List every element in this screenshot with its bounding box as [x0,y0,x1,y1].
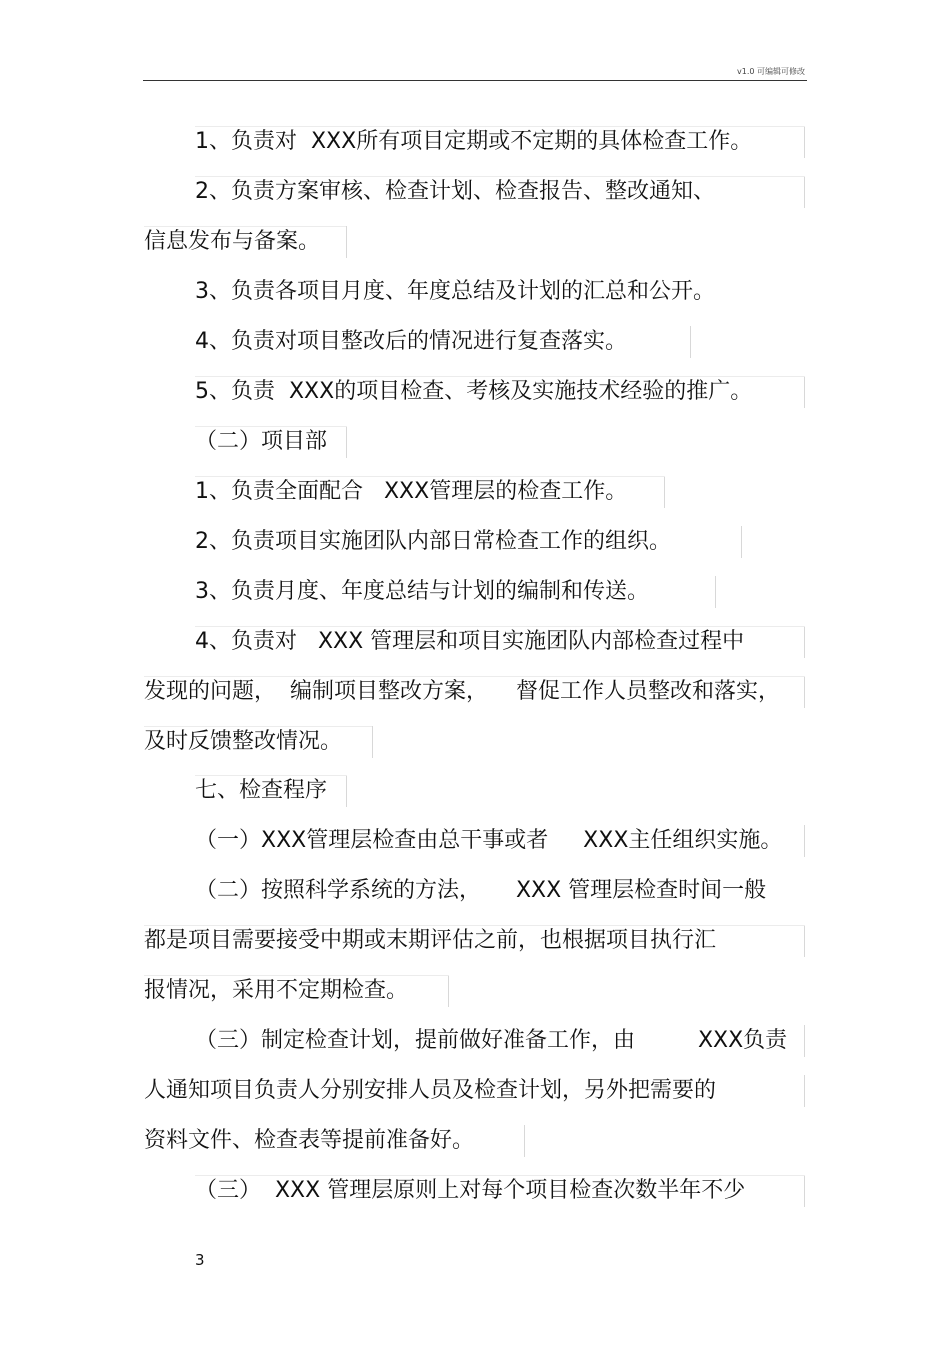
line-top-rule [144,925,805,926]
line-separator [804,925,805,957]
line-top-rule [195,126,805,127]
body-line: （一）XXX管理层检查由总干事或者 XXX主任组织实施。 [195,828,783,853]
body-line: 及时反馈整改情况。 [144,729,343,754]
line-separator [346,226,347,258]
body-line: 3、负责月度、年度总结与计划的编制和传送。 [195,579,649,604]
body-line: 1、负责对 XXX所有项目定期或不定期的具体检查工作。 [195,129,753,154]
line-separator [804,626,805,658]
line-top-rule [144,726,372,727]
line-separator [346,775,347,807]
line-separator [804,825,805,857]
line-separator [741,526,742,558]
line-separator [690,326,691,358]
line-top-rule [195,376,805,377]
line-separator [804,1025,805,1057]
body-line: 5、负责 XXX的项目检查、考核及实施技术经验的推广。 [195,379,753,404]
body-line: 1、负责全面配合 XXX管理层的检查工作。 [195,479,628,504]
line-separator [804,176,805,208]
line-separator [804,1175,805,1207]
line-top-rule [144,226,346,227]
body-line: 人通知项目负责人分别安排人员及检查计划，另外把需要的 [144,1078,717,1103]
line-separator [372,726,373,758]
line-top-rule [195,1175,805,1176]
line-separator [804,376,805,408]
body-line: （三） XXX 管理层原则上对每个项目检查次数半年不少 [195,1178,746,1203]
line-separator [804,126,805,158]
line-top-rule [195,426,347,427]
line-separator [448,975,449,1007]
line-separator [524,1125,525,1157]
line-separator [664,476,665,508]
header-rule [143,80,807,81]
header-version-note: v1.0 可编辑可修改 [737,67,805,76]
line-separator [715,576,716,608]
body-line: 资料文件、检查表等提前准备好。 [144,1128,475,1153]
line-top-rule [195,476,665,477]
body-line: 3、负责各项目月度、年度总结及计划的汇总和公开。 [195,279,715,304]
line-top-rule [195,775,347,776]
line-top-rule [195,176,805,177]
body-line: 4、负责对 XXX 管理层和项目实施团队内部检查过程中 [195,629,745,654]
line-separator [346,426,347,458]
line-separator [804,676,805,708]
line-top-rule [195,626,805,627]
body-line: 2、负责项目实施团队内部日常检查工作的组织。 [195,529,671,554]
page-number: 3 [195,1251,205,1269]
line-separator [804,1075,805,1107]
line-top-rule [144,676,805,677]
body-line: （二）按照科学系统的方法， XXX 管理层检查时间一般 [195,878,767,903]
line-top-rule [144,975,449,976]
body-line: 4、负责对项目整改后的情况进行复查落实。 [195,329,627,354]
section-heading: （二）项目部 [195,429,328,454]
section-heading: 七、检查程序 [195,778,328,803]
body-line: 报情况，采用不定期检查。 [144,978,409,1003]
body-line: 都是项目需要接受中期或末期评估之前，也根据项目执行汇 [144,928,717,953]
body-line: 2、负责方案审核、检查计划、检查报告、整改通知、 [195,179,715,204]
body-line: （三）制定检查计划，提前做好准备工作，由 XXX负责 [195,1028,788,1053]
body-line: 信息发布与备案。 [144,229,321,254]
body-line: 发现的问题， 编制项目整改方案， 督促工作人员整改和落实， [144,679,780,704]
